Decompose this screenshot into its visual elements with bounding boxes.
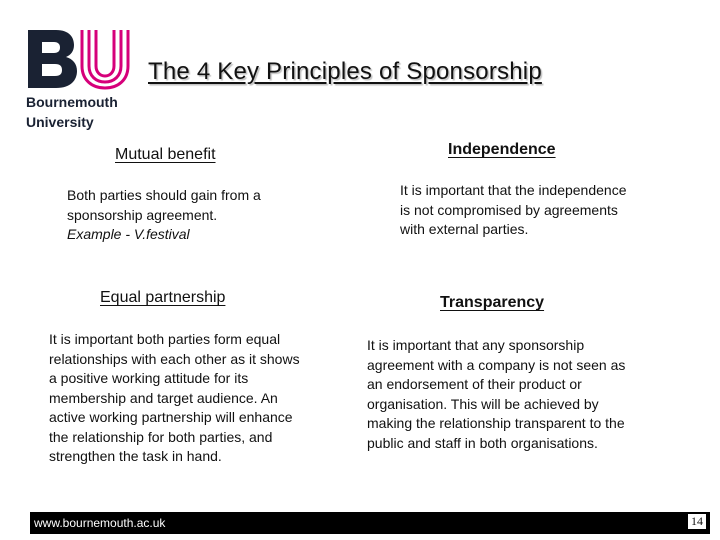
heading-transparency: Transparency [440, 294, 545, 311]
text-mutual-benefit [67, 186, 307, 245]
bu-logo-icon [26, 28, 130, 90]
heading-independence: Independence [448, 141, 556, 158]
heading-mutual-benefit: Mutual benefit [115, 146, 216, 163]
mutual-benefit-example: Example - V.festival [67, 226, 190, 242]
heading-equal-partnership: Equal partnership [100, 289, 226, 306]
mutual-benefit-body: Both parties should gain from a sponsorship agreement. [67, 187, 261, 223]
text-independence: It is important that the independence is not compromised by agreements with external parties. [400, 182, 627, 237]
footer-bar [30, 512, 710, 534]
slide-title: The 4 Key Principles of Sponsorship [148, 58, 542, 85]
logo-text-line1: Bournemouth [26, 94, 118, 110]
page-number: 14 [688, 514, 706, 529]
text-transparency: It is important that any sponsorship agreement with a company is not seen as an endorsement of their product or organisation. This will be achieved by making the relationship transparent to the public and staff in both organisations. [367, 337, 626, 451]
logo-text-line2: University [26, 114, 94, 130]
university-logo [26, 28, 138, 130]
footer-url: www.bournemouth.ac.uk [34, 516, 166, 530]
text-equal-partnership: It is important both parties form equal relationships with each other as it shows a positive working attitude for its membership and target audience. An active working partnership will enhance the relationship for both parties, and strengthen the task in hand. [49, 331, 300, 464]
